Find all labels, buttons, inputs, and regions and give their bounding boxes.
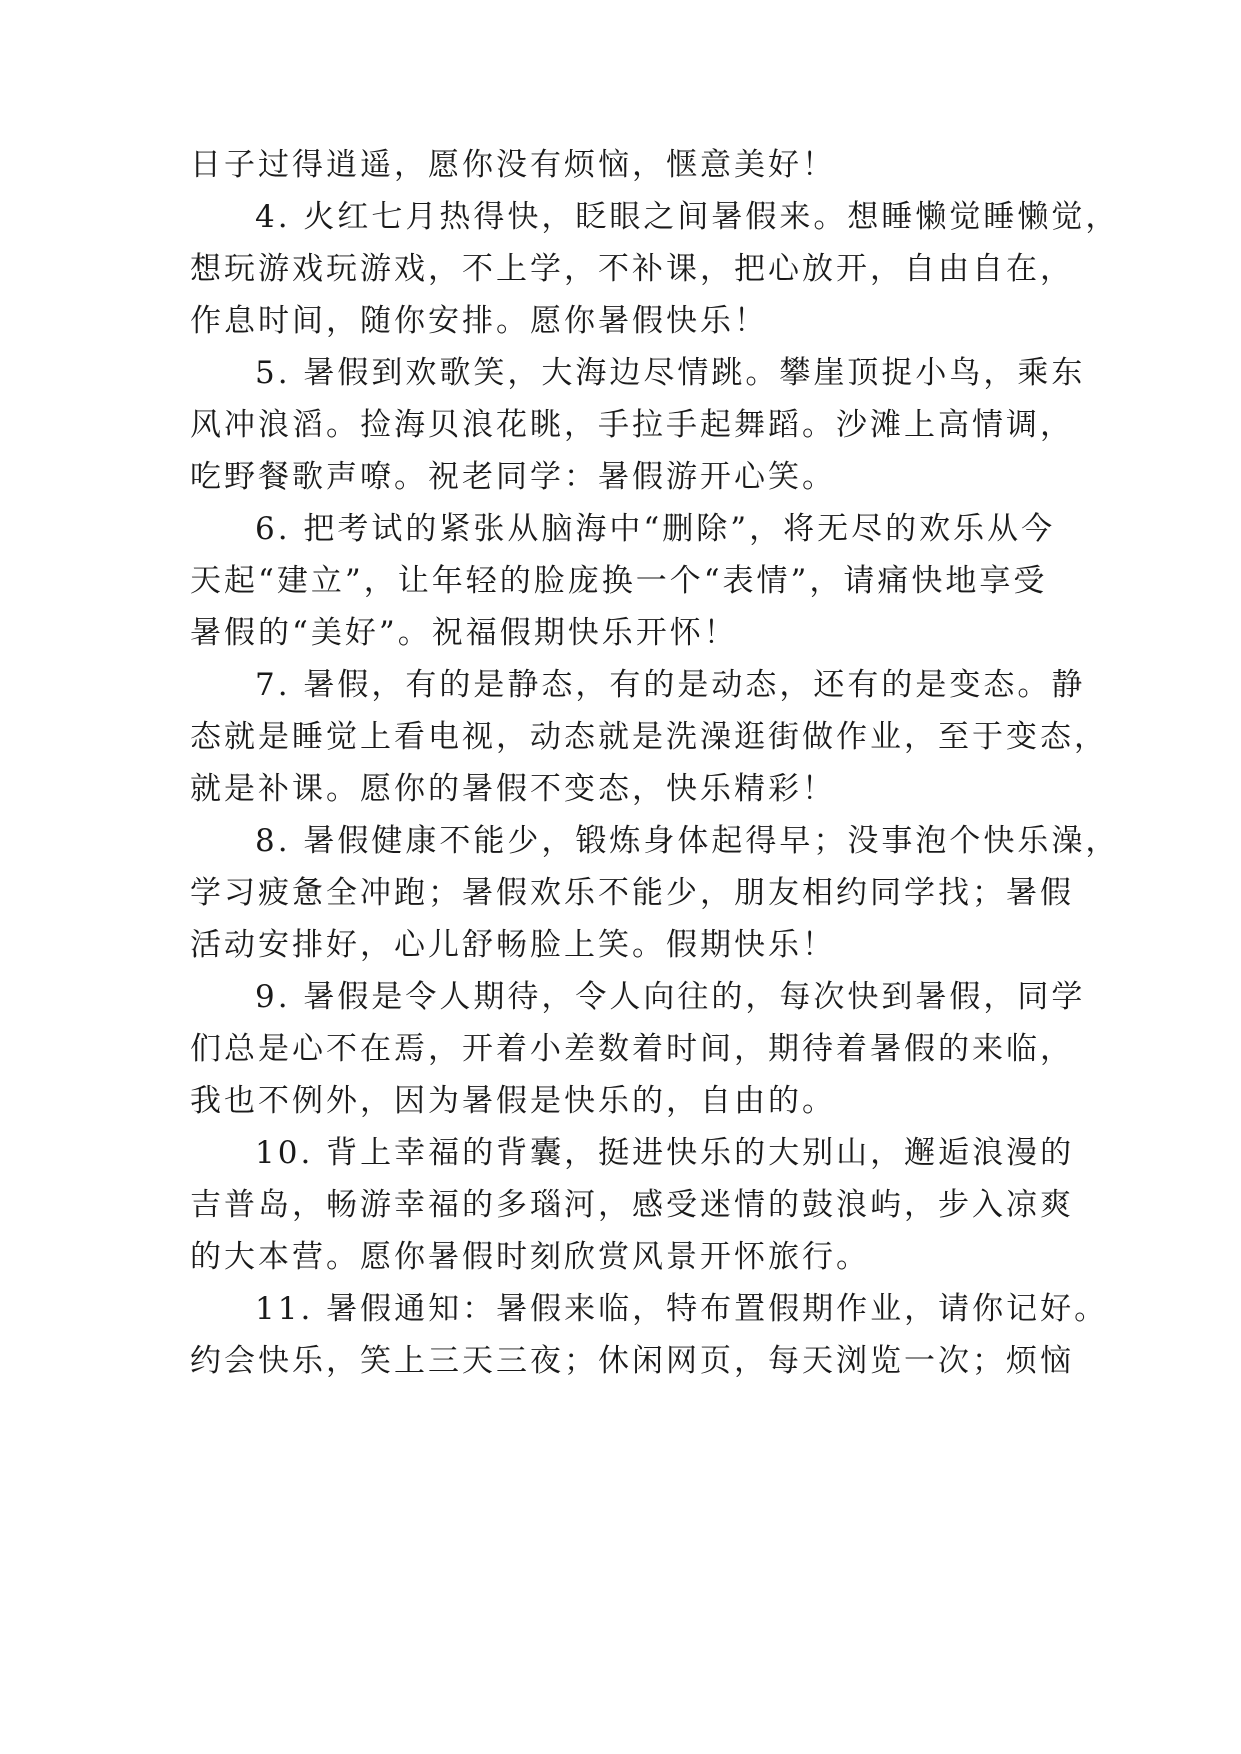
paragraph-8-line-1: 8. 暑假健康不能少，锻炼身体起得早；没事泡个快乐澡， (255, 823, 1120, 859)
text-line: 态就是睡觉上看电视，动态就是洗澡逛街做作业，至于变态， (190, 719, 1108, 755)
paragraph-7-line-1: 7. 暑假，有的是静态，有的是动态，还有的是变态。静 (255, 667, 1086, 703)
paragraph-6-line-1: 6. 把考试的紧张从脑海中“删除”，将无尽的欢乐从今 (255, 511, 1056, 547)
text-line: 作息时间，随你安排。愿你暑假快乐！ (190, 303, 768, 339)
text-line: 我也不例外，因为暑假是快乐的，自由的。 (190, 1083, 836, 1119)
text-line: 想玩游戏玩游戏，不上学，不补课，把心放开，自由自在， (190, 251, 1074, 287)
paragraph-4-line-1: 4. 火红七月热得快，眨眼之间暑假来。想睡懒觉睡懒觉， (255, 199, 1120, 235)
text-line: 约会快乐，笑上三天三夜；休闲网页，每天浏览一次；烦恼 (190, 1343, 1074, 1379)
text-line: 吉普岛，畅游幸福的多瑙河，感受迷情的鼓浪屿，步入凉爽 (190, 1187, 1074, 1223)
paragraph-10-line-1: 10. 背上幸福的背囊，挺进快乐的大别山，邂逅浪漫的 (255, 1135, 1075, 1171)
text-line: 暑假的“美好”。祝福假期快乐开怀！ (190, 615, 738, 651)
paragraph-5-line-1: 5. 暑假到欢歌笑，大海边尽情跳。攀崖顶捉小鸟，乘东 (255, 355, 1086, 391)
text-line: 吃野餐歌声嘹。祝老同学：暑假游开心笑。 (190, 459, 836, 495)
text-line: 天起“建立”，让年轻的脸庞换一个“表情”，请痛快地享受 (190, 563, 1048, 599)
paragraph-9-line-1: 9. 暑假是令人期待，令人向往的，每次快到暑假，同学 (255, 979, 1086, 1015)
text-line: 们总是心不在焉，开着小差数着时间，期待着暑假的来临， (190, 1031, 1074, 1067)
text-line: 活动安排好，心儿舒畅脸上笑。假期快乐！ (190, 927, 836, 963)
text-line: 学习疲惫全冲跑；暑假欢乐不能少，朋友相约同学找；暑假 (190, 875, 1074, 911)
text-line: 日子过得逍遥，愿你没有烦恼，惬意美好！ (190, 147, 836, 183)
text-line: 的大本营。愿你暑假时刻欣赏风景开怀旅行。 (190, 1239, 870, 1275)
text-line: 就是补课。愿你的暑假不变态，快乐精彩！ (190, 771, 836, 807)
paragraph-11-line-1: 11. 暑假通知：暑假来临，特布置假期作业，请你记好。 (255, 1291, 1109, 1327)
text-line: 风冲浪滔。捡海贝浪花眺，手拉手起舞蹈。沙滩上高情调， (190, 407, 1074, 443)
